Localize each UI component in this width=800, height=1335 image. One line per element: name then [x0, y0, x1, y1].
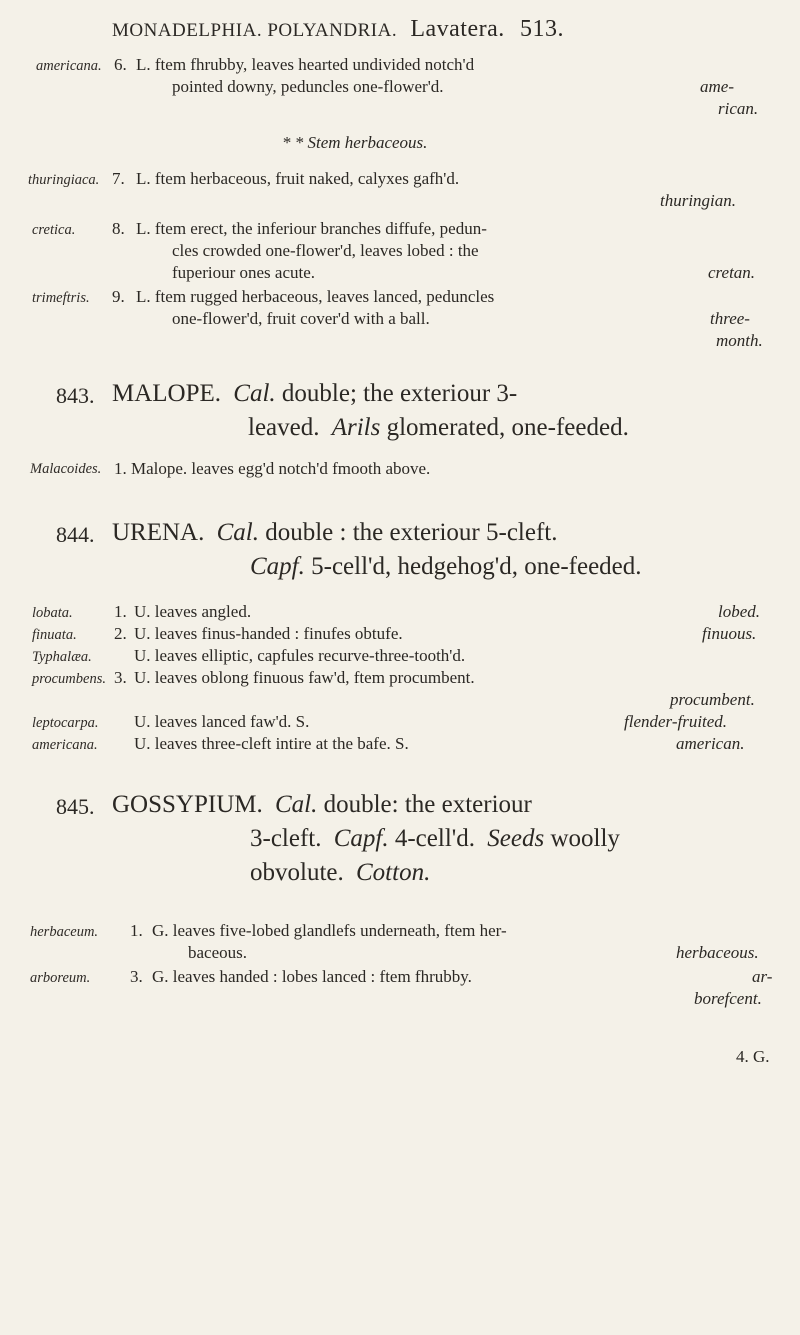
margin-name: Malacoides.	[30, 461, 102, 477]
species-description: U. leaves finus-handed : finufes obtufe.	[134, 624, 403, 643]
common-name: three-	[710, 309, 750, 328]
margin-name: lobata.	[32, 605, 73, 621]
species-description: L. ftem fhrubby, leaves hearted undivided notch'd	[136, 55, 475, 74]
genus-character-cont: glomerated, one-feeded.	[386, 414, 629, 441]
common-name: cretan.	[708, 263, 756, 282]
species-description: U. leaves elliptic, capfules recurve-three-tooth'd.	[134, 646, 466, 665]
genus-character: double : the exteriour 5-cleft.	[265, 519, 558, 546]
common-name-cont: month.	[716, 331, 763, 350]
species-number: 1.	[114, 602, 127, 621]
species-description: L. ftem erect, the inferiour branches diffufe, pedun-	[136, 219, 487, 238]
species-description-cont: fuperiour ones acute.	[172, 263, 316, 282]
species-description: U. leaves oblong finuous faw'd, ftem procumbent.	[134, 668, 475, 687]
common-name: thuringian.	[660, 191, 737, 210]
common-name: ar-	[752, 967, 773, 986]
species-number: 2.	[114, 624, 127, 643]
capsule-label: Capf.	[250, 553, 305, 580]
subsection-heading: * * Stem herbaceous.	[282, 133, 428, 152]
margin-name: Typhalæa.	[32, 649, 92, 665]
species-description: 1. Malope. leaves egg'd notch'd fmooth above.	[114, 459, 431, 478]
genus-character-cont: woolly	[550, 825, 620, 852]
arils-label: Arils	[331, 414, 381, 441]
genus-character-cont: 4-cell'd.	[394, 825, 476, 852]
species-description: U. leaves lanced faw'd. S.	[134, 712, 310, 731]
seeds-label: Seeds	[487, 825, 545, 852]
common-name: flender-fruited.	[624, 712, 728, 731]
margin-name: americana.	[36, 58, 102, 74]
margin-name: leptocarpa.	[32, 715, 99, 731]
species-description: G. leaves handed : lobes lanced : ftem fhrubby.	[152, 967, 472, 986]
common-name: procumbent.	[670, 690, 755, 709]
genus-number: 845.	[56, 794, 95, 819]
genus-heading-cont	[250, 553, 642, 581]
margin-name: herbaceum.	[30, 924, 99, 940]
species-description: U. leaves angled.	[134, 602, 252, 621]
genus-character-cont: obvolute.	[250, 859, 344, 886]
species-number: 9.	[112, 287, 125, 306]
margin-name: cretica.	[32, 222, 76, 238]
species-number: 3.	[130, 967, 143, 986]
species-number: 1.	[130, 921, 143, 940]
common-name: american.	[676, 734, 745, 753]
species-description: U. leaves three-cleft intire at the bafe. S.	[134, 734, 409, 753]
genus-character-cont: leaved.	[248, 414, 320, 441]
common-name: ame-	[700, 77, 734, 96]
page-number: 513.	[520, 16, 565, 42]
genus-heading	[112, 380, 517, 408]
genus-character-cont: 3-cleft.	[250, 825, 322, 852]
common-name: finuous.	[702, 624, 757, 643]
margin-name: thuringiaca.	[28, 172, 100, 188]
genus-number: 844.	[56, 522, 95, 547]
running-header	[112, 16, 564, 43]
genus-character: double; the exteriour 3-	[281, 380, 518, 407]
common-name: herbaceous.	[676, 943, 759, 962]
genus-name: MALOPE.	[112, 380, 222, 407]
margin-name: procumbens.	[32, 671, 106, 687]
calyx-label: Cal.	[233, 380, 276, 407]
species-description-cont: pointed downy, peduncles one-flower'd.	[172, 77, 444, 96]
genus-heading-cont	[250, 859, 430, 887]
common-name: lobed.	[718, 602, 761, 621]
species-number: 8.	[112, 219, 125, 238]
species-number: 6.	[114, 55, 127, 74]
catchword: 4. G.	[736, 1047, 770, 1066]
species-number: 7.	[112, 169, 125, 188]
genus-name: URENA.	[112, 519, 205, 546]
genus-heading	[112, 791, 532, 819]
species-description-cont: one-flower'd, fruit cover'd with a ball.	[172, 309, 430, 328]
common-genus-name: Cotton.	[356, 859, 431, 886]
margin-name: finuata.	[32, 627, 77, 643]
genus-character: double: the exteriour	[323, 791, 532, 818]
species-description: G. leaves five-lobed glandlefs underneath, ftem her-	[152, 921, 507, 940]
common-name-cont: borefcent.	[694, 989, 762, 1008]
genus-number: 843.	[56, 383, 95, 408]
genus-heading-cont	[250, 825, 620, 853]
genus-name: GOSSYPIUM.	[112, 791, 263, 818]
header-genus: Lavatera.	[410, 16, 505, 42]
species-number: 3.	[114, 668, 127, 687]
species-description: L. ftem rugged herbaceous, leaves lanced, peduncles	[136, 287, 495, 306]
calyx-label: Cal.	[274, 791, 318, 818]
genus-heading-cont	[248, 414, 629, 442]
genus-heading	[112, 519, 557, 547]
calyx-label: Cal.	[216, 519, 259, 546]
species-description-cont: baceous.	[188, 943, 248, 962]
species-description: L. ftem herbaceous, fruit naked, calyxes gafh'd.	[136, 169, 460, 188]
header-class: MONADELPHIA. POLYANDRIA.	[112, 20, 398, 41]
common-name-cont: rican.	[718, 99, 759, 118]
species-description-cont: cles crowded one-flower'd, leaves lobed : the	[172, 241, 479, 260]
genus-character-cont: 5-cell'd, hedgehog'd, one-feeded.	[311, 553, 642, 580]
margin-name: americana.	[32, 737, 98, 753]
margin-name: arboreum.	[30, 970, 91, 986]
margin-name: trimeftris.	[32, 290, 90, 306]
capsule-label: Capf.	[333, 825, 389, 852]
